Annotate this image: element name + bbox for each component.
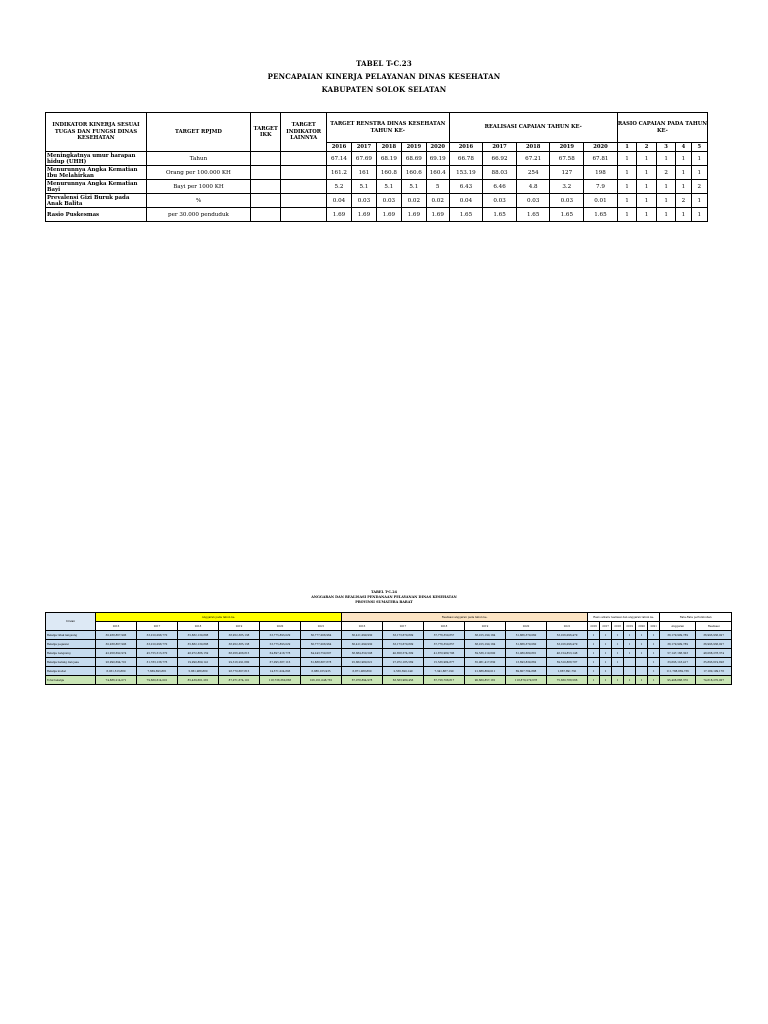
t2-rata-cell: 74,618,270,007 <box>696 676 732 685</box>
t2-realisasi-cell: 38,884,350,508 <box>342 649 383 658</box>
realisasi-cell: 254 <box>516 166 550 180</box>
t2-rasio-cell: 1 <box>612 658 624 667</box>
renstra-cell: 160.8 <box>376 166 401 180</box>
realisasi-cell: 6.46 <box>483 180 517 194</box>
t2-anggaran-cell: 30,938,867,906 <box>96 640 137 649</box>
year-header: 2020 <box>426 143 449 152</box>
renstra-cell: 1.69 <box>401 208 426 222</box>
realisasi-cell: 67.81 <box>584 152 618 166</box>
t2-label-cell: Belanja modal <box>46 667 96 676</box>
t2-rasio-cell: 1 <box>600 649 612 658</box>
t2-realisasi-cell: 25,862,989,621 <box>342 658 383 667</box>
t2-anggaran-cell: 79,660,614,001 <box>137 676 178 685</box>
t2-anggaran-cell: 33,010,098,770 <box>137 640 178 649</box>
renstra-cell: 0.04 <box>327 194 352 208</box>
header-indikator: INDIKATOR KINERJA SESUAI TUGAS DAN FUNGSI DINAS KESEHATAN <box>46 113 147 152</box>
rasio-cell: 1 <box>656 194 676 208</box>
t2-rata-col: Realisasi <box>696 622 732 631</box>
t2-realisasi-year: 2017 <box>383 622 424 631</box>
t2-anggaran-cell: 6,951,513,880 <box>96 667 137 676</box>
t2-label-cell: Belanja Langsung <box>46 649 96 658</box>
indikator-cell: Rasio Puskesmas <box>46 208 147 222</box>
lainnya-cell <box>281 194 327 208</box>
renstra-cell: 1.69 <box>426 208 449 222</box>
t2-anggaran-cell: 45,755,513,370 <box>137 649 178 658</box>
t2-realisasi-cell: 46,154,853,148 <box>547 649 588 658</box>
t2-realisasi-cell: 37,776,350,857 <box>424 631 465 640</box>
realisasi-cell: 3.2 <box>550 180 584 194</box>
t2-rata-col: Anggaran <box>660 622 696 631</box>
realisasi-cell: 67.21 <box>516 152 550 166</box>
t2-rasio-cell: 1 <box>648 667 660 676</box>
t2-rata-cell: 38,179,909,789 <box>660 640 696 649</box>
header-target-lainnya: TARGET INDIKATOR LAINNYA <box>281 113 327 152</box>
t2-label-cell: Belanja tidak langsung <box>46 631 96 640</box>
realisasi-cell: 1.65 <box>483 208 517 222</box>
table1-title-line1: TABEL T-C.23 <box>356 59 412 68</box>
realisasi-cell: 153.19 <box>449 166 483 180</box>
t2-rasio-cell: 1 <box>648 658 660 667</box>
t2-rasio-cell <box>612 667 624 676</box>
rasio-cell: 1 <box>656 180 676 194</box>
t2-realisasi-cell: 61,080,689,881 <box>506 649 547 658</box>
t2-anggaran-cell: 19,990,869,141 <box>178 658 219 667</box>
realisasi-cell: 66.92 <box>483 152 517 166</box>
table-row <box>46 166 708 180</box>
realisasi-cell: 6.43 <box>449 180 483 194</box>
table2-title-line1: TABEL T-C.24 <box>371 590 397 594</box>
t2-rasio-cell: 1 <box>648 649 660 658</box>
t2-rasio-cell: 1 <box>612 649 624 658</box>
rasio-cell: 1 <box>676 208 691 222</box>
t2-realisasi-cell: 67,726,708,817 <box>424 676 465 685</box>
t2-anggaran-cell: 106,161,048,781 <box>301 676 342 685</box>
t2-realisasi-cell: 40,858,574,309 <box>383 649 424 658</box>
renstra-cell: 0.02 <box>426 194 449 208</box>
t2-rata-cell: 38,179,909,789 <box>660 631 696 640</box>
renstra-cell: 69.19 <box>426 152 449 166</box>
realisasi-cell: 127 <box>550 166 584 180</box>
t2-anggaran-cell: 118,738,360,883 <box>260 676 301 685</box>
t2-realisasi-cell: 59,510,888,787 <box>547 658 588 667</box>
t2-rata-cell: 35,893,619,828 <box>696 658 732 667</box>
t2-label-cell: Total belanja <box>46 676 96 685</box>
t2-realisasi-cell: 118,879,279,678 <box>506 676 547 685</box>
renstra-cell: 1.69 <box>351 208 376 222</box>
table-row <box>46 194 708 208</box>
realisasi-cell: 1.65 <box>449 208 483 222</box>
t2-rasio-cell: 1 <box>612 631 624 640</box>
renstra-cell: 160.6 <box>401 166 426 180</box>
t2-realisasi-year: 2018 <box>424 622 465 631</box>
t2-rasio-cell: 1 <box>636 631 648 640</box>
t2-header-realisasi: Realisasi anggaran pada tahun ke- <box>342 613 588 622</box>
realisasi-cell: 0.03 <box>483 194 517 208</box>
rasio-cell: 1 <box>676 166 691 180</box>
realisasi-cell: 1.65 <box>516 208 550 222</box>
t2-rasio-cell: 1 <box>588 667 600 676</box>
t2-rasio-year: 2021 <box>648 622 660 631</box>
t2-realisasi-cell: 41,870,989,796 <box>424 649 465 658</box>
rpjmd-cell: % <box>146 194 250 208</box>
rasio-cell: 1 <box>691 166 707 180</box>
t2-realisasi-cell: 51,866,379,060 <box>506 640 547 649</box>
table2-title <box>0 590 768 605</box>
year-header: 2019 <box>550 143 584 152</box>
t2-anggaran-cell: 42,958,692,974 <box>96 649 137 658</box>
t2-rasio-cell: 1 <box>648 676 660 685</box>
year-header: 2017 <box>483 143 517 152</box>
t2-rasio-cell: 1 <box>624 640 636 649</box>
t2-rasio-cell: 1 <box>600 640 612 649</box>
t2-rasio-year: 2016 <box>588 622 600 631</box>
t2-realisasi-cell: 59,536,119,600 <box>465 649 506 658</box>
t2-anggaran-cell: 26,990,694,701 <box>96 658 137 667</box>
indikator-cell: Menurunnya Angka Kematian Ibu Melahirkan <box>46 166 147 180</box>
t2-realisasi-year: 2016 <box>342 622 383 631</box>
t2-realisasi-cell: 38,015,190,184 <box>465 640 506 649</box>
t2-rasio-cell <box>624 658 636 667</box>
year-header: 2019 <box>401 143 426 152</box>
t2-anggaran-cell: 56,777,008,964 <box>301 640 342 649</box>
table-row <box>46 676 732 685</box>
t2-anggaran-cell: 7,669,693,881 <box>137 667 178 676</box>
t2-rasio-cell: 1 <box>624 649 636 658</box>
rasio-cell: 1 <box>676 152 691 166</box>
table-row <box>46 180 708 194</box>
t2-rasio-cell: 1 <box>588 631 600 640</box>
t2-anggaran-year: 2016 <box>96 622 137 631</box>
anggaran-table <box>45 612 732 685</box>
realisasi-cell: 67.58 <box>550 152 584 166</box>
t2-rasio-cell: 1 <box>600 631 612 640</box>
realisasi-cell: 0.03 <box>516 194 550 208</box>
ikk-cell <box>251 208 281 222</box>
header-rasio: RASIO CAPAIAN PADA TAHUN KE- <box>617 113 707 143</box>
rasio-cell: 1 <box>691 208 707 222</box>
t2-label-cell: Belanja barang dan jasa <box>46 658 96 667</box>
t2-realisasi-cell: 51,866,379,060 <box>506 631 547 640</box>
header-target-rpjmd: TARGET RPJMD <box>146 113 250 152</box>
t2-rasio-year: 2018 <box>612 622 624 631</box>
t2-anggaran-cell: 46,972,886,159 <box>178 649 219 658</box>
renstra-cell: 0.03 <box>351 194 376 208</box>
t2-rasio-year: 2020 <box>636 622 648 631</box>
t2-anggaran-cell: 74,886,214,071 <box>96 676 137 685</box>
t2-rata-cell: 57,147,188,303 <box>660 649 696 658</box>
t2-rasio-cell: 1 <box>612 640 624 649</box>
rasio-cell: 1 <box>617 180 637 194</box>
t2-anggaran-cell: 35,882,130,888 <box>178 640 219 649</box>
t2-realisasi-year: 2019 <box>465 622 506 631</box>
t2-realisasi-cell: 75,830,788,566 <box>547 676 588 685</box>
rasio-cell: 1 <box>637 180 657 194</box>
renstra-cell: 0.02 <box>401 194 426 208</box>
year-header: 2018 <box>516 143 550 152</box>
header-renstra: TARGET RENSTRA DINAS KESEHATAN TAHUN KE- <box>327 113 450 143</box>
realisasi-cell: 66.78 <box>449 152 483 166</box>
renstra-cell: 68.69 <box>401 152 426 166</box>
header-target-ikk: TARGET IKK <box>251 113 281 152</box>
t2-rasio-cell: 1 <box>624 676 636 685</box>
t2-anggaran-cell: 29,316,291,680 <box>219 658 260 667</box>
rpjmd-cell: Bayi per 1000 KH <box>146 180 250 194</box>
t2-rasio-cell: 1 <box>612 676 624 685</box>
realisasi-cell: 0.04 <box>449 194 483 208</box>
rasio-cell: 1 <box>617 166 637 180</box>
table2-title-line3: PROVINSI SUMATERA BARAT <box>355 600 413 604</box>
realisasi-cell: 4.8 <box>516 180 550 194</box>
t2-realisasi-cell: 33,173,670,809 <box>383 631 424 640</box>
t2-rasio-cell: 1 <box>636 676 648 685</box>
lainnya-cell <box>281 152 327 166</box>
rasio-cell: 1 <box>691 194 707 208</box>
t2-rasio-cell: 1 <box>636 640 648 649</box>
t2-realisasi-cell: 1,867,891,791 <box>547 667 588 676</box>
t2-header-rata: Rata-Rata pertumbuhan <box>660 613 732 622</box>
t2-anggaran-cell: 67,095,587,116 <box>260 658 301 667</box>
t2-rasio-cell <box>624 667 636 676</box>
table-row <box>46 208 708 222</box>
t2-anggaran-cell: 28,770,667,815 <box>219 667 260 676</box>
t2-rasio-cell: 1 <box>588 658 600 667</box>
renstra-cell: 5.1 <box>376 180 401 194</box>
t2-header-uraian: Uraian <box>46 613 96 631</box>
t2-realisasi-cell: 6,871,088,860 <box>342 667 383 676</box>
rasio-cell: 1 <box>637 152 657 166</box>
realisasi-cell: 88.03 <box>483 166 517 180</box>
t2-realisasi-cell: 21,886,869,011 <box>465 667 506 676</box>
t2-anggaran-year: 2020 <box>260 622 301 631</box>
realisasi-cell: 7.9 <box>584 180 618 194</box>
rasio-cell: 2 <box>656 166 676 180</box>
t2-anggaran-cell: 53,775,893,029 <box>260 640 301 649</box>
year-header: 2018 <box>376 143 401 152</box>
indikator-cell: Menurunnya Angka Kematian Bayi <box>46 180 147 194</box>
renstra-cell: 5.2 <box>327 180 352 194</box>
rasio-cell: 1 <box>617 152 637 166</box>
t2-rasio-cell: 1 <box>648 631 660 640</box>
table-row <box>46 152 708 166</box>
realisasi-cell: 198 <box>584 166 618 180</box>
t2-realisasi-cell: 63,563,980,456 <box>383 676 424 685</box>
t2-anggaran-cell: 87,071,674,101 <box>219 676 260 685</box>
t2-header-rasio: Rasio antara realisasi dan anggaran tahun ke- <box>588 613 660 622</box>
t2-realisasi-cell: 36,411,099,930 <box>342 640 383 649</box>
year-header: 2017 <box>351 143 376 152</box>
t2-anggaran-cell: 38,952,385,138 <box>219 640 260 649</box>
t2-realisasi-year: 2020 <box>506 622 547 631</box>
t2-anggaran-cell: 53,775,893,029 <box>260 631 301 640</box>
t2-realisasi-cell: 36,411,099,930 <box>342 631 383 640</box>
t2-rata-cell: 33,695,118,417 <box>660 658 696 667</box>
lainnya-cell <box>281 166 327 180</box>
realisasi-cell: 0.01 <box>584 194 618 208</box>
renstra-cell: 161 <box>351 166 376 180</box>
lainnya-cell <box>281 208 327 222</box>
t2-rasio-cell <box>636 667 648 676</box>
rasio-year-header: 1 <box>617 143 637 152</box>
rasio-cell: 2 <box>691 180 707 194</box>
renstra-cell: 0.03 <box>376 194 401 208</box>
t2-realisasi-cell: 15,536,984,877 <box>424 658 465 667</box>
rasio-cell: 1 <box>637 208 657 222</box>
t2-anggaran-cell: 6,886,165,935 <box>301 667 342 676</box>
t2-anggaran-cell: 61,888,687,878 <box>301 658 342 667</box>
ikk-cell <box>251 194 281 208</box>
rpjmd-cell: Tahun <box>146 152 250 166</box>
rasio-cell: 1 <box>617 208 637 222</box>
table1-title-line3: KABUPATEN SOLOK SELATAN <box>321 85 447 94</box>
rasio-cell: 1 <box>637 194 657 208</box>
t2-rasio-cell: 1 <box>600 676 612 685</box>
table1-title <box>0 57 768 96</box>
t2-anggaran-cell: 64,243,759,607 <box>301 649 342 658</box>
rpjmd-cell: per 30.000 penduduk <box>146 208 250 222</box>
t2-anggaran-cell: 38,952,385,138 <box>219 631 260 640</box>
renstra-cell: 5 <box>426 180 449 194</box>
renstra-cell: 1.69 <box>376 208 401 222</box>
rasio-cell: 1 <box>617 194 637 208</box>
t2-realisasi-cell: 69,807,764,888 <box>506 667 547 676</box>
t2-rasio-cell: 1 <box>636 649 648 658</box>
t2-realisasi-year: 2021 <box>547 622 588 631</box>
renstra-cell: 161.2 <box>327 166 352 180</box>
rasio-year-header: 4 <box>676 143 691 152</box>
indikator-cell: Prevalensi Gizi Buruk pada Anak Balita <box>46 194 147 208</box>
renstra-cell: 68.19 <box>376 152 401 166</box>
t2-anggaran-cell: 35,882,130,888 <box>178 631 219 640</box>
realisasi-cell: 0.03 <box>550 194 584 208</box>
kinerja-table <box>45 112 708 222</box>
rasio-cell: 1 <box>691 152 707 166</box>
t2-realisasi-cell: 35,961,417,830 <box>465 658 506 667</box>
t2-anggaran-year: 2018 <box>178 622 219 631</box>
t2-rata-cell: 36,993,936,927 <box>696 640 732 649</box>
rasio-cell: 2 <box>676 194 691 208</box>
t2-rasio-cell <box>636 658 648 667</box>
t2-rasio-cell: 1 <box>648 640 660 649</box>
t2-rasio-cell: 1 <box>624 631 636 640</box>
ikk-cell <box>251 180 281 194</box>
realisasi-cell: 1.65 <box>584 208 618 222</box>
lainnya-cell <box>281 180 327 194</box>
table-row <box>46 667 732 676</box>
rpjmd-cell: Orang per 100.000 KH <box>146 166 250 180</box>
t2-anggaran-year: 2021 <box>301 622 342 631</box>
t2-anggaran-cell: 56,777,008,964 <box>301 631 342 640</box>
table-row <box>46 658 732 667</box>
rasio-cell: 1 <box>637 166 657 180</box>
realisasi-cell: 1.65 <box>550 208 584 222</box>
t2-realisasi-cell: 13,693,839,862 <box>506 658 547 667</box>
t2-realisasi-cell: 7,341,887,190 <box>424 667 465 676</box>
t2-rasio-cell: 1 <box>588 676 600 685</box>
t2-realisasi-cell: 53,016,096,479 <box>547 640 588 649</box>
t2-realisasi-cell: 33,173,670,809 <box>383 640 424 649</box>
t2-anggaran-cell: 64,897,418,778 <box>260 649 301 658</box>
year-header: 2016 <box>449 143 483 152</box>
renstra-cell: 160.4 <box>426 166 449 180</box>
t2-realisasi-cell: 27,972,185,569 <box>383 658 424 667</box>
rasio-year-header: 2 <box>637 143 657 152</box>
renstra-cell: 5.1 <box>351 180 376 194</box>
header-realisasi: REALISASI CAPAIAN TAHUN KE- <box>449 113 617 143</box>
indikator-cell: Meningkatnya umur harapan hidup (UHH) <box>46 152 147 166</box>
t2-realisasi-cell: 53,016,096,479 <box>547 631 588 640</box>
t2-anggaran-cell: 33,010,098,770 <box>137 631 178 640</box>
t2-realisasi-cell: 2,556,390,149 <box>383 667 424 676</box>
rasio-cell: 1 <box>656 208 676 222</box>
renstra-cell: 5.1 <box>401 180 426 194</box>
ikk-cell <box>251 152 281 166</box>
t2-rasio-cell: 1 <box>600 658 612 667</box>
table-row <box>46 631 732 640</box>
t2-label-cell: Belanja pegawai <box>46 640 96 649</box>
t2-anggaran-cell: 30,938,867,906 <box>96 631 137 640</box>
t2-rasio-cell: 1 <box>588 649 600 658</box>
t2-header-anggaran: Anggaran pada tahun ke- <box>96 613 342 622</box>
renstra-cell: 1.69 <box>327 208 352 222</box>
t2-rasio-cell: 1 <box>600 667 612 676</box>
t2-rasio-year: 2019 <box>624 622 636 631</box>
table-row <box>46 640 732 649</box>
t2-anggaran-cell: 14,571,024,893 <box>260 667 301 676</box>
t2-rata-cell: 48,068,278,374 <box>696 649 732 658</box>
t2-rasio-cell: 1 <box>588 640 600 649</box>
table2-title-line2: ANGGARAN DAN REALISASI PENDANAAN PELAYANAN DINAS KESEHATAN <box>311 595 457 599</box>
t2-realisasi-cell: 37,776,350,857 <box>424 640 465 649</box>
ikk-cell <box>251 166 281 180</box>
rasio-year-header: 5 <box>691 143 707 152</box>
t2-rata-cell: 17,180,199,176 <box>696 667 732 676</box>
rasio-cell: 1 <box>676 180 691 194</box>
t2-rasio-year: 2017 <box>600 622 612 631</box>
t2-anggaran-cell: 68,056,468,815 <box>219 649 260 658</box>
t2-realisasi-cell: 67,078,894,978 <box>342 676 383 685</box>
t2-anggaran-cell: 31,783,138,776 <box>137 658 178 667</box>
t2-rata-cell: 95,408,888,370 <box>660 676 696 685</box>
rasio-year-header: 3 <box>656 143 676 152</box>
t2-realisasi-cell: 90,660,857,181 <box>465 676 506 685</box>
t2-anggaran-year: 2017 <box>137 622 178 631</box>
t2-anggaran-year: 2019 <box>219 622 260 631</box>
table-row <box>46 649 732 658</box>
t2-rata-cell: 36,993,936,927 <box>696 631 732 640</box>
year-header: 2016 <box>327 143 352 152</box>
renstra-cell: 67.14 <box>327 152 352 166</box>
t2-anggaran-cell: 85,439,661,281 <box>178 676 219 685</box>
t2-rata-cell: 111,788,839,736 <box>660 667 696 676</box>
t2-anggaran-cell: 5,861,988,880 <box>178 667 219 676</box>
renstra-cell: 67.69 <box>351 152 376 166</box>
t2-realisasi-cell: 38,015,190,184 <box>465 631 506 640</box>
rasio-cell: 1 <box>656 152 676 166</box>
table1-title-line2: PENCAPAIAN KINERJA PELAYANAN DINAS KESEHATAN <box>267 72 501 81</box>
year-header: 2020 <box>584 143 618 152</box>
